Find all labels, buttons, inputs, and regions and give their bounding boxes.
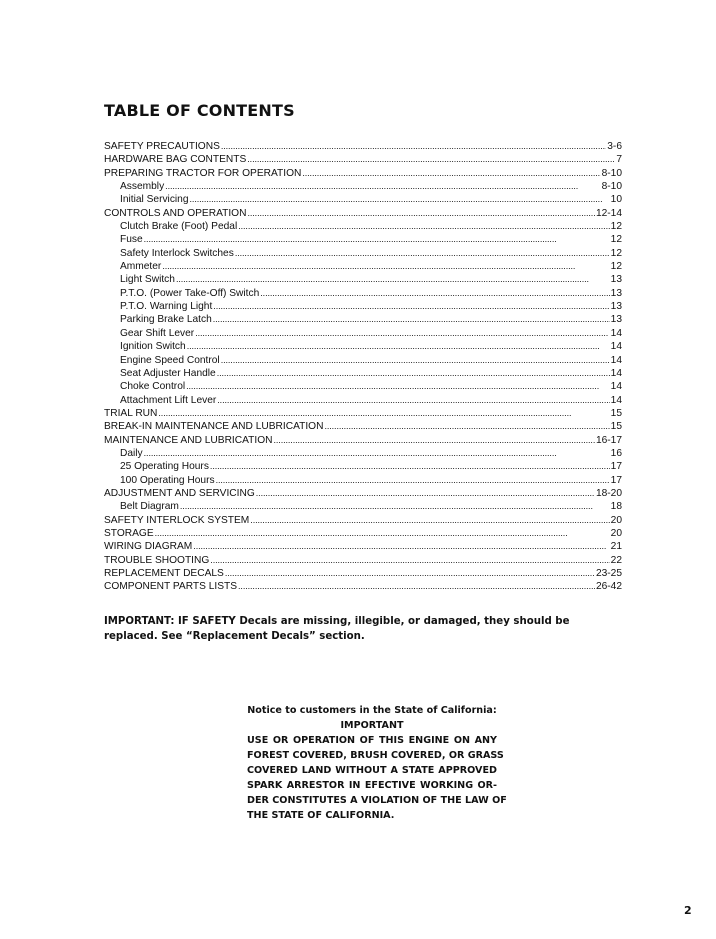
toc-entry-label: Attachment Lift Lever <box>120 394 217 406</box>
toc-entry-label: Fuse <box>120 234 143 246</box>
toc-entry-page: 15 <box>610 421 622 433</box>
dot-leader <box>210 460 610 473</box>
dot-leader <box>158 407 609 420</box>
dot-leader <box>213 313 610 326</box>
dot-leader <box>274 434 595 447</box>
toc-entry-label: Choke Control <box>120 381 186 393</box>
dot-leader <box>176 273 610 286</box>
toc-entry-label: TRIAL RUN <box>104 407 158 419</box>
toc-entry-page: 13 <box>610 274 622 286</box>
dot-leader <box>302 167 600 180</box>
toc-entry-page: 13 <box>610 301 622 313</box>
toc-entry-label: WIRING DIAGRAM <box>104 541 193 553</box>
toc-entry-page: 3-6 <box>607 141 622 152</box>
dot-leader <box>217 394 609 407</box>
toc-subentry <box>104 313 622 326</box>
dot-leader <box>144 233 610 246</box>
toc-subentry <box>104 260 622 273</box>
notice-heading: Notice to customers in the State of California: <box>247 705 497 716</box>
dot-leader <box>213 300 609 313</box>
toc-entry-page: 15 <box>610 407 622 419</box>
toc-entry-page: 8-10 <box>601 181 622 193</box>
toc-entry <box>104 434 622 447</box>
toc-entry-label: Ignition Switch <box>120 341 186 353</box>
toc-subentry <box>104 394 622 407</box>
toc-entry-label: Clutch Brake (Foot) Pedal <box>120 221 238 233</box>
toc-subentry <box>104 327 622 340</box>
toc-entry-label: HARDWARE BAG CONTENTS <box>104 154 247 166</box>
dot-leader <box>165 180 600 193</box>
toc-entry <box>104 140 622 153</box>
toc-subentry <box>104 474 622 487</box>
toc-entry-page: 12 <box>610 261 622 273</box>
toc-entry-label: TROUBLE SHOOTING <box>104 554 210 566</box>
toc-subentry <box>104 193 622 206</box>
toc-entry-label: COMPONENT PARTS LISTS <box>104 581 238 593</box>
toc-entry-label: REPLACEMENT DECALS <box>104 568 224 579</box>
dot-leader <box>238 220 609 233</box>
toc-entry-label: BREAK-IN MAINTENANCE AND LUBRICATION <box>104 421 324 433</box>
toc-entry-page: 12 <box>610 221 622 233</box>
dot-leader <box>193 540 609 553</box>
toc-entry-page: 20 <box>610 514 622 526</box>
toc-entry-page: 12 <box>610 247 622 259</box>
toc-entry-page: 13 <box>610 287 622 299</box>
toc-entry-page: 22 <box>610 554 622 566</box>
toc-entry-label: Daily <box>120 447 143 459</box>
dot-leader <box>217 367 610 380</box>
toc-subentry <box>104 354 622 367</box>
dot-leader <box>190 193 610 206</box>
toc-entry-label: ADJUSTMENT AND SERVICING <box>104 487 255 499</box>
toc-subentry <box>104 300 622 313</box>
page-title: TABLE OF CONTENTS <box>104 101 295 120</box>
toc-entry-page: 17 <box>610 461 622 473</box>
notice-line: THE STATE OF CALIFORNIA. <box>247 810 395 821</box>
toc-entry <box>104 420 622 433</box>
toc-entry-page: 14 <box>610 367 622 379</box>
toc-entry <box>104 527 622 540</box>
toc-subentry <box>104 500 622 513</box>
toc-subentry <box>104 460 622 473</box>
toc-entry-page: 23-25 <box>595 568 622 579</box>
toc-entry-page: 20 <box>610 527 622 539</box>
dot-leader <box>324 420 609 433</box>
dot-leader <box>235 247 610 260</box>
toc-entry-page: 14 <box>610 341 622 353</box>
dot-leader <box>186 380 610 393</box>
toc-subentry <box>104 380 622 393</box>
toc-entry-label: P.T.O. Warning Light <box>120 301 213 313</box>
dot-leader <box>256 487 595 500</box>
dot-leader <box>210 554 609 567</box>
toc-entry <box>104 153 622 166</box>
toc-entry-page: 10 <box>610 194 622 206</box>
toc-entry-label: Gear Shift Lever <box>120 327 195 339</box>
toc-entry <box>104 540 622 553</box>
table-of-contents <box>104 140 622 594</box>
toc-entry <box>104 554 622 567</box>
toc-entry <box>104 580 622 593</box>
toc-entry-page: 26-42 <box>595 581 622 593</box>
toc-entry-label: Parking Brake Latch <box>120 314 212 326</box>
toc-entry-page: 7 <box>616 154 622 166</box>
toc-entry <box>104 514 622 527</box>
toc-subentry <box>104 247 622 260</box>
dot-leader <box>187 340 610 353</box>
dot-leader <box>225 567 595 580</box>
toc-entry <box>104 407 622 420</box>
toc-entry-label: Light Switch <box>120 274 175 286</box>
dot-leader <box>216 474 610 487</box>
dot-leader <box>260 287 609 300</box>
toc-entry-label: Initial Servicing <box>120 194 189 206</box>
notice-line: SPARK ARRESTOR IN EFECTIVE WORKING OR- <box>247 780 497 791</box>
toc-entry-label: Safety Interlock Switches <box>120 247 234 259</box>
notice-line: USE OR OPERATION OF THIS ENGINE ON ANY <box>247 735 497 746</box>
dot-leader <box>144 447 610 460</box>
toc-entry-page: 14 <box>610 327 622 339</box>
toc-subentry <box>104 273 622 286</box>
toc-entry-page: 12 <box>610 234 622 246</box>
toc-entry-page: 18-20 <box>595 487 622 499</box>
important-note: IMPORTANT: IF SAFETY Decals are missing, illegible, or damaged, they should be replaced. See “Replacement Decals” section. <box>104 616 570 642</box>
dot-leader <box>180 500 610 513</box>
toc-subentry <box>104 180 622 193</box>
toc-entry-page: 21 <box>610 541 622 553</box>
toc-entry-page: 14 <box>610 381 622 393</box>
toc-entry <box>104 567 622 580</box>
toc-entry-page: 14 <box>610 354 622 366</box>
toc-entry-page: 16-17 <box>595 434 622 446</box>
california-notice <box>247 703 507 823</box>
toc-entry-label: Seat Adjuster Handle <box>120 367 216 379</box>
toc-entry-label: Engine Speed Control <box>120 354 220 366</box>
toc-entry-page: 17 <box>610 474 622 486</box>
toc-subentry <box>104 287 622 300</box>
dot-leader <box>247 153 615 166</box>
toc-entry-page: 13 <box>610 314 622 326</box>
dot-leader <box>221 354 610 367</box>
toc-entry-label: P.T.O. (Power Take-Off) Switch <box>120 287 260 299</box>
toc-entry-label: STORAGE <box>104 527 154 539</box>
toc-entry-label: Assembly <box>120 181 165 193</box>
dot-leader <box>238 580 595 593</box>
toc-entry-label: MAINTENANCE AND LUBRICATION <box>104 434 273 446</box>
notice-line: FOREST COVERED, BRUSH COVERED, OR GRASS <box>247 750 504 761</box>
dot-leader <box>155 527 610 540</box>
notice-subheading: IMPORTANT <box>340 720 404 731</box>
dot-leader <box>195 327 609 340</box>
dot-leader <box>162 260 609 273</box>
toc-entry <box>104 487 622 500</box>
dot-leader <box>247 207 594 220</box>
toc-entry-label: Belt Diagram <box>120 501 179 513</box>
toc-subentry <box>104 340 622 353</box>
toc-entry-label: SAFETY PRECAUTIONS <box>104 141 220 152</box>
toc-entry-label: 100 Operating Hours <box>120 474 215 486</box>
toc-entry <box>104 207 622 220</box>
notice-line: COVERED LAND WITHOUT A STATE APPROVED <box>247 765 497 776</box>
dot-leader <box>250 514 609 527</box>
toc-subentry <box>104 220 622 233</box>
toc-entry-label: PREPARING TRACTOR FOR OPERATION <box>104 167 302 179</box>
page-number: 2 <box>684 904 692 917</box>
toc-entry-page: 12-14 <box>595 207 622 219</box>
toc-entry <box>104 167 622 180</box>
toc-subentry <box>104 367 622 380</box>
toc-subentry <box>104 447 622 460</box>
toc-entry-label: SAFETY INTERLOCK SYSTEM <box>104 514 250 526</box>
toc-entry-page: 14 <box>610 394 622 406</box>
toc-subentry <box>104 233 622 246</box>
toc-entry-page: 8-10 <box>601 167 622 179</box>
toc-entry-label: 25 Operating Hours <box>120 461 209 473</box>
notice-line: DER CONSTITUTES A VIOLATION OF THE LAW OF <box>247 795 507 806</box>
dot-leader <box>221 140 606 153</box>
toc-entry-label: Ammeter <box>120 261 162 273</box>
toc-entry-label: CONTROLS AND OPERATION <box>104 207 247 219</box>
toc-entry-page: 16 <box>610 447 622 459</box>
toc-entry-page: 18 <box>610 501 622 513</box>
